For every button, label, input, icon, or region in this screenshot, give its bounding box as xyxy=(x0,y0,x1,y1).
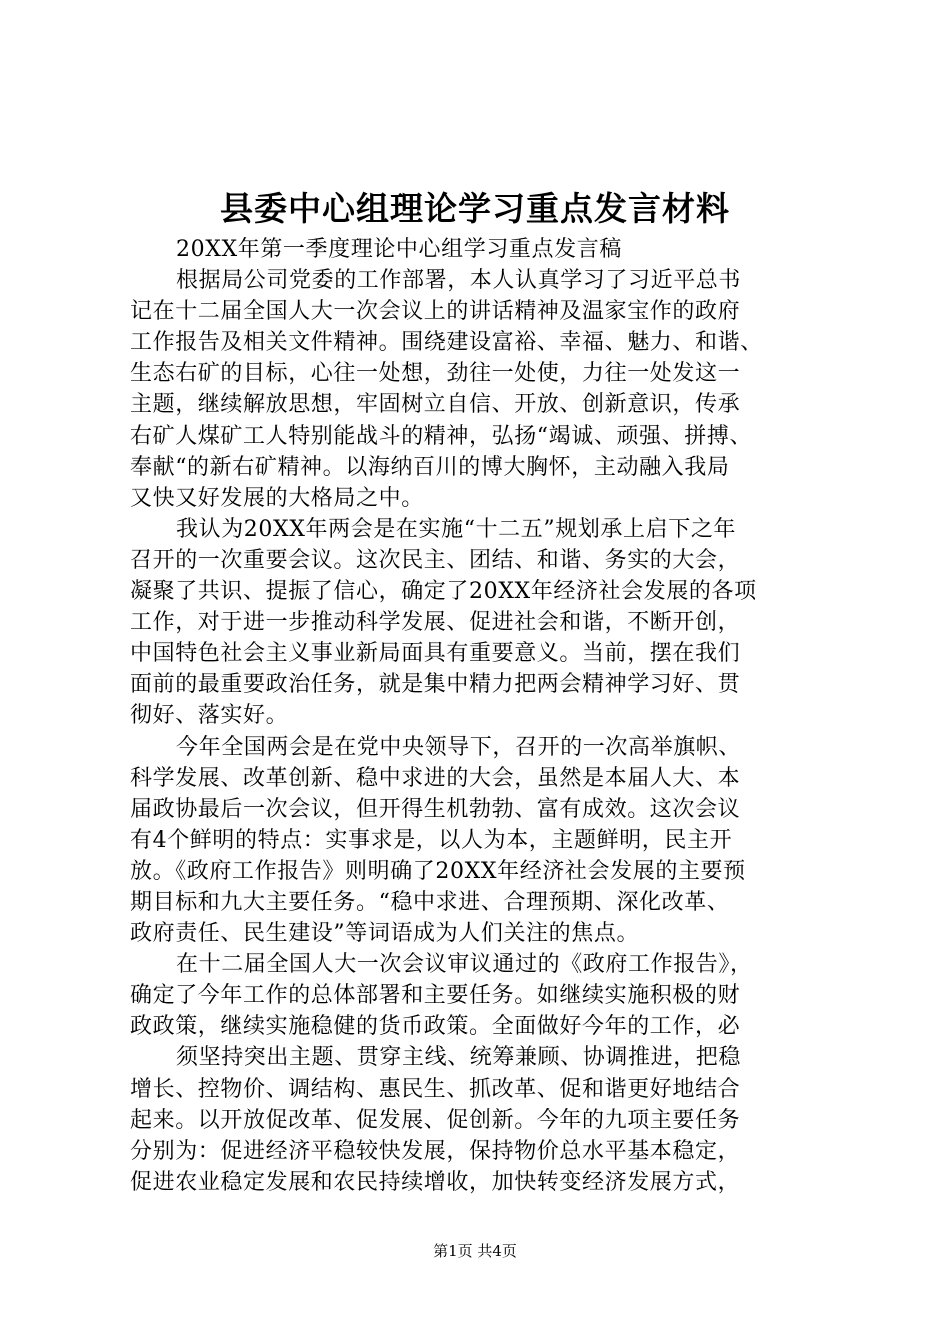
text-line: 政府责任、民生建设”等词语成为人们关注的焦点。 xyxy=(130,921,640,947)
text-line: 届政协最后一次会议，但开得生机勃勃、富有成效。这次会议 xyxy=(130,796,741,822)
text-line: 政政策，继续实施稳健的货币政策。全面做好今年的工作，必 xyxy=(130,1014,741,1040)
text-line: 在十二届全国人大一次会议审议通过的《政府工作报告》， xyxy=(176,952,753,978)
text-line: 奉献“的新右矿精神。以海纳百川的博大胸怀，主动融入我局 xyxy=(130,454,730,480)
text-line: 20XX年第一季度理论中心组学习重点发言稿 xyxy=(176,237,622,262)
text-line: 促进农业稳定发展和农民持续增收，加快转变经济发展方式， xyxy=(130,1169,741,1195)
text-line: 根据局公司党委的工作部署，本人认真学习了习近平总书 xyxy=(176,268,742,294)
text-line: 起来。以开放促改革、促发展、促创新。今年的九项主要任务 xyxy=(130,1107,741,1133)
text-line: 彻好、落实好。 xyxy=(130,703,289,729)
text-line: 有4个鲜明的特点：实事求是，以人为本，主题鲜明，民主开 xyxy=(130,827,733,853)
text-line: 科学发展、改革创新、稳中求进的大会，虽然是本届人大、本 xyxy=(130,765,741,791)
text-line: 生态右矿的目标，心往一处想，劲往一处使，力往一处发这一 xyxy=(130,361,741,387)
document-body xyxy=(130,234,842,1198)
document-title: 县委中心组理论学习重点发言材料 xyxy=(220,189,730,228)
page-number: 第1页 共4页 xyxy=(433,1242,517,1260)
text-line: 工作报告及相关文件精神。围绕建设富裕、幸福、魅力、和谐、 xyxy=(130,330,763,356)
text-line: 工作，对于进一步推动科学发展、促进社会和谐，不断开创， xyxy=(130,610,741,636)
text-line: 面前的最重要政治任务，就是集中精力把两会精神学习好、贯 xyxy=(130,672,741,698)
text-line: 确定了今年工作的总体部署和主要任务。如继续实施积极的财 xyxy=(130,983,741,1009)
text-line: 右矿人煤矿工人特别能战斗的精神，弘扬“竭诚、顽强、拼搏、 xyxy=(130,423,753,449)
text-line: 今年全国两会是在党中央领导下，召开的一次高举旗帜、 xyxy=(176,734,742,760)
text-line: 又快又好发展的大格局之中。 xyxy=(130,485,424,511)
text-line: 分别为：促进经济平稳较快发展，保持物价总水平基本稳定， xyxy=(130,1138,741,1164)
text-line: 召开的一次重要会议。这次民主、团结、和谐、务实的大会， xyxy=(130,547,741,573)
text-line: 我认为20XX年两会是在实施“十二五”规划承上启下之年 xyxy=(176,516,737,542)
text-line: 主题，继续解放思想，牢固树立自信、开放、创新意识，传承 xyxy=(130,392,741,418)
text-line: 记在十二届全国人大一次会议上的讲话精神及温家宝作的政府 xyxy=(130,299,741,325)
text-line: 期目标和九大主要任务。“稳中求进、合理预期、深化改革、 xyxy=(130,889,730,915)
text-line: 中国特色社会主义事业新局面具有重要意义。当前，摆在我们 xyxy=(130,641,741,667)
text-line: 放。《政府工作报告》则明确了20XX年经济社会发展的主要预 xyxy=(130,858,746,884)
text-line: 须坚持突出主题、贯穿主线、统筹兼顾、协调推进，把稳 xyxy=(176,1045,742,1071)
text-line: 增长、控物价、调结构、惠民生、抓改革、促和谐更好地结合 xyxy=(130,1076,741,1102)
text-line: 凝聚了共识、提振了信心，确定了20XX年经济社会发展的各项 xyxy=(130,579,757,605)
